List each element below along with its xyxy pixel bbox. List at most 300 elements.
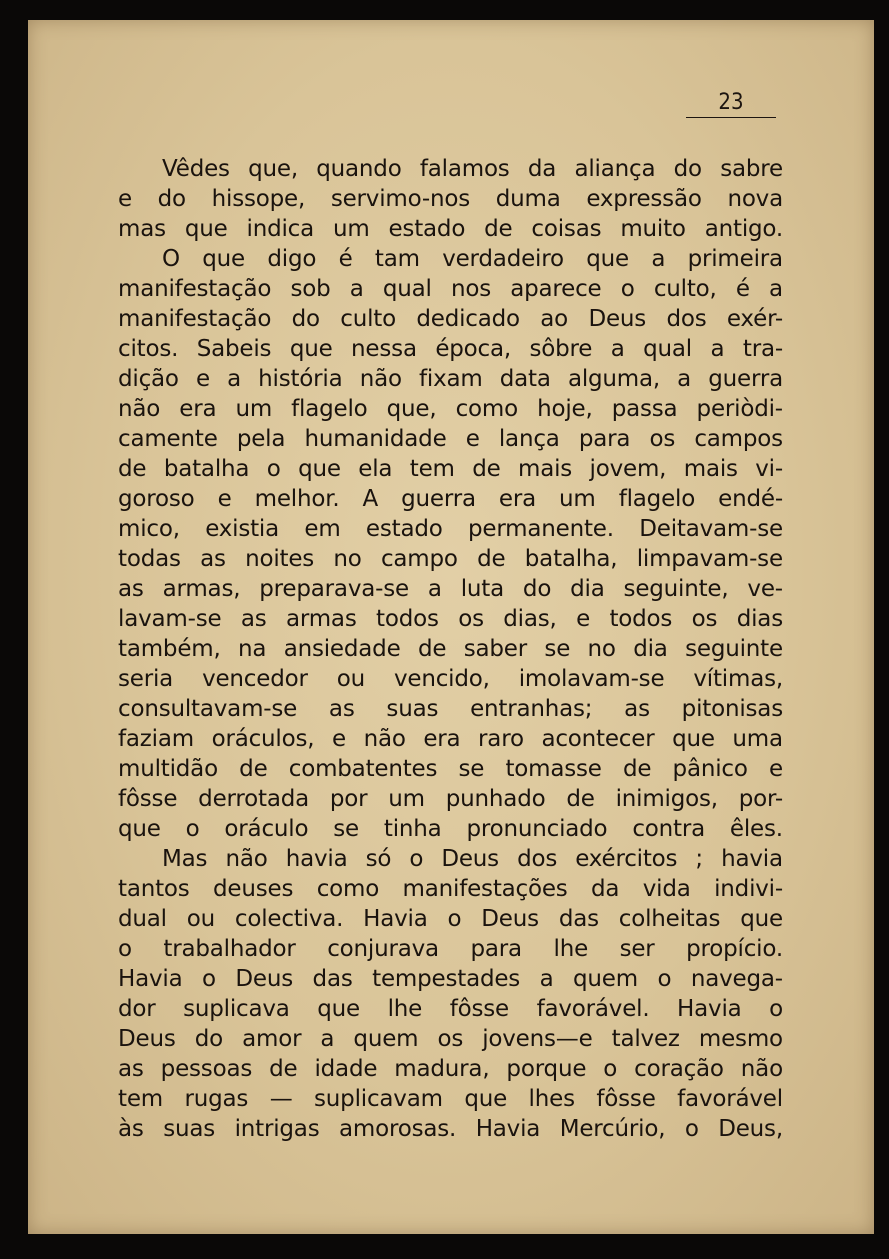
word: saber — [463, 636, 527, 662]
word: acontecer — [541, 726, 655, 752]
text-line — [118, 694, 783, 724]
word: colheitas — [618, 906, 721, 932]
text-line — [118, 304, 783, 334]
word: na — [238, 636, 267, 662]
word: que, — [248, 156, 298, 182]
page-number: 23 — [686, 90, 776, 118]
word: quem — [353, 1026, 419, 1052]
word: armas, — [162, 576, 241, 602]
word: suas — [386, 696, 439, 722]
word: tra- — [742, 336, 783, 362]
word: o — [684, 1116, 699, 1142]
word: sôbre — [529, 336, 593, 362]
text-line — [118, 364, 783, 394]
text-line — [118, 844, 783, 874]
word: coisas — [531, 216, 602, 242]
word: o — [185, 816, 200, 842]
text-line — [118, 934, 783, 964]
word: a — [677, 366, 692, 392]
word: manifestações — [402, 876, 568, 902]
word: sob — [290, 276, 331, 302]
word: não — [359, 366, 402, 392]
word: época, — [435, 336, 512, 362]
word: era — [179, 396, 217, 422]
word: do — [157, 186, 186, 212]
text-line — [118, 394, 783, 424]
text-line — [118, 484, 783, 514]
word: por — [329, 786, 368, 812]
word: ansiedade — [283, 636, 401, 662]
word: flagelo — [618, 486, 696, 512]
word: e — [217, 486, 232, 512]
word: para — [578, 426, 631, 452]
word: Havia — [118, 966, 183, 992]
text-line — [118, 874, 783, 904]
word: rugas — [184, 1086, 249, 1112]
word: amorosas. — [339, 1116, 457, 1142]
word: periòdi- — [696, 396, 783, 422]
word: consultavam-se — [118, 696, 298, 722]
word: às — [118, 1116, 144, 1142]
word: seria — [118, 666, 174, 692]
word: mais — [683, 456, 738, 482]
word: guerra — [708, 366, 783, 392]
word: que — [740, 906, 783, 932]
word: Deus — [481, 906, 539, 932]
word: Mercúrio, — [559, 1116, 666, 1142]
word: se — [458, 756, 485, 782]
word: preparava-se — [259, 576, 409, 602]
word: Vêdes — [162, 156, 230, 182]
word: que — [672, 726, 715, 752]
word: hissope, — [211, 186, 306, 212]
word: ; — [695, 846, 703, 872]
word: nos — [450, 276, 491, 302]
word: aliança — [574, 156, 656, 182]
word: o — [266, 456, 281, 482]
word: melhor. — [254, 486, 340, 512]
word: Havia — [677, 996, 742, 1022]
word: as — [118, 1056, 144, 1082]
word: os — [649, 426, 676, 452]
word: amor — [242, 1026, 302, 1052]
word: era — [498, 486, 536, 512]
word: campo — [380, 546, 458, 572]
word: batalha — [163, 456, 250, 482]
word: vida — [642, 876, 691, 902]
word: um — [235, 396, 273, 422]
body-text — [118, 154, 783, 1144]
word: de — [484, 216, 513, 242]
word: humanidade — [304, 426, 447, 452]
word: raro — [478, 726, 524, 752]
word: oráculo — [224, 816, 309, 842]
word: de — [417, 636, 447, 662]
word: que — [289, 336, 333, 362]
word: não — [740, 1056, 783, 1082]
word: no — [587, 636, 616, 662]
word: ela — [358, 456, 393, 482]
word: guerra — [401, 486, 476, 512]
word: as — [624, 696, 650, 722]
word: lhes — [528, 1086, 575, 1112]
word: tomasse — [505, 756, 602, 782]
word: sabre — [720, 156, 783, 182]
word: talvez — [611, 1026, 680, 1052]
word: manifestação — [118, 276, 272, 302]
text-line — [118, 214, 783, 244]
word: exércitos — [575, 846, 678, 872]
text-line — [118, 634, 783, 664]
word: que — [184, 216, 228, 242]
text-line — [118, 1024, 783, 1054]
word: a — [427, 576, 442, 602]
word: passa — [611, 396, 678, 422]
word: um — [388, 786, 425, 812]
word: e — [576, 606, 591, 632]
word: alguma, — [567, 366, 661, 392]
word: Mas — [162, 846, 208, 872]
word: favorável. — [536, 996, 650, 1022]
word: goroso — [118, 486, 195, 512]
text-line — [118, 814, 783, 844]
word: também, — [118, 636, 221, 662]
word: intrigas — [234, 1116, 320, 1142]
word: dias — [736, 606, 783, 632]
word: punhado — [445, 786, 546, 812]
word: primeira — [687, 246, 783, 272]
word: fôsse — [118, 786, 178, 812]
word: mesmo — [698, 1026, 783, 1052]
word: as — [328, 696, 355, 722]
word: antigo. — [704, 216, 783, 242]
word: é — [338, 246, 353, 272]
word: luta — [460, 576, 504, 602]
word: Deus, — [718, 1116, 783, 1142]
word: que — [202, 246, 245, 272]
word: Deus — [441, 846, 499, 872]
word: lavam-se — [118, 606, 222, 632]
word: porque — [506, 1056, 587, 1082]
word: vencedor — [202, 666, 308, 692]
word: derrotada — [198, 786, 310, 812]
word: da — [591, 876, 620, 902]
word: Havia — [475, 1116, 541, 1142]
word: contra — [632, 816, 706, 842]
word: multidão — [118, 756, 218, 782]
text-line — [118, 724, 783, 754]
word: o — [118, 936, 132, 962]
word: se — [544, 636, 571, 662]
word: todos — [376, 606, 439, 632]
word: o — [202, 966, 216, 992]
word: indivi- — [714, 876, 783, 902]
word: endé- — [718, 486, 783, 512]
word: quando — [316, 156, 402, 182]
word: mico, — [118, 516, 180, 542]
text-line — [118, 904, 783, 934]
word: todos — [609, 606, 673, 632]
word: Deus — [118, 1026, 176, 1052]
word: fôsse — [596, 1086, 656, 1112]
word: — — [269, 1086, 293, 1112]
word: ou — [186, 906, 216, 932]
word: dia — [633, 636, 668, 662]
word: fixam — [419, 366, 483, 392]
word: quem — [573, 966, 638, 992]
word: dor — [118, 996, 156, 1022]
word: por- — [738, 786, 783, 812]
word: O — [162, 246, 180, 272]
word: inimigos, — [615, 786, 718, 812]
word: tam — [374, 246, 420, 272]
text-line — [118, 454, 783, 484]
text-line — [118, 244, 783, 274]
word: como — [455, 396, 518, 422]
word: e — [118, 186, 132, 212]
word: para — [470, 936, 522, 962]
word: pessoas — [160, 1056, 253, 1082]
word: lhe — [553, 936, 589, 962]
word: tinha — [383, 816, 442, 842]
word: dual — [118, 906, 167, 932]
word: a — [651, 246, 666, 272]
word: a — [320, 1026, 335, 1052]
word: que — [464, 1086, 508, 1112]
text-line — [118, 334, 783, 364]
word: conjurava — [327, 936, 439, 962]
word: estado — [365, 516, 443, 542]
text-line — [118, 994, 783, 1024]
word: de — [472, 456, 501, 482]
word: exér- — [726, 306, 783, 332]
word: vítimas, — [693, 666, 783, 692]
text-line — [118, 184, 783, 214]
word: as — [118, 576, 144, 602]
word: os — [458, 606, 484, 632]
word: lança — [498, 426, 560, 452]
word: seguinte — [685, 636, 783, 662]
word: servimo-nos — [330, 186, 471, 212]
text-line — [118, 544, 783, 574]
word: se — [333, 816, 359, 842]
word: indica — [246, 216, 314, 242]
word: a — [610, 336, 625, 362]
word: não — [118, 396, 161, 422]
word: navega- — [690, 966, 783, 992]
word: oráculos, — [211, 726, 315, 752]
word: pitonisas — [681, 696, 783, 722]
word: os — [437, 1026, 464, 1052]
word: verdadeiro — [442, 246, 564, 272]
word: ou — [336, 666, 365, 692]
word: camente — [118, 426, 218, 452]
word: Deitavam-se — [639, 516, 783, 542]
word: flagelo — [291, 396, 368, 422]
word: batalha, — [524, 546, 618, 572]
word: que — [586, 246, 629, 272]
word: o — [603, 1056, 618, 1082]
word: trabalhador — [163, 936, 296, 962]
text-line — [118, 754, 783, 784]
word: permanente. — [467, 516, 614, 542]
word: jovens—e — [482, 1026, 593, 1052]
word: e — [465, 426, 480, 452]
word: culto — [340, 306, 396, 332]
word: a — [539, 966, 554, 992]
text-line — [118, 574, 783, 604]
word: mas — [118, 216, 166, 242]
word: havia — [285, 846, 348, 872]
word: entranhas; — [470, 696, 593, 722]
word: imolavam-se — [518, 666, 665, 692]
word: um — [332, 216, 370, 242]
word: no — [333, 546, 362, 572]
word: lhe — [387, 996, 423, 1022]
word: havia — [721, 846, 783, 872]
word: duma — [495, 186, 561, 212]
word: nessa — [351, 336, 417, 362]
word: das — [558, 906, 599, 932]
word: que — [118, 816, 161, 842]
word: pronunciado — [466, 816, 608, 842]
word: qual — [643, 336, 693, 362]
word: citos. — [118, 336, 179, 362]
word: em — [304, 516, 341, 542]
text-line — [118, 1114, 783, 1144]
word: mais — [518, 456, 573, 482]
word: o — [657, 966, 672, 992]
word: favorável — [677, 1086, 783, 1112]
word: manifestação — [118, 306, 272, 332]
word: hoje, — [537, 396, 593, 422]
word: deuses — [213, 876, 294, 902]
book-page — [28, 20, 874, 1234]
text-line — [118, 1084, 783, 1114]
word: um — [559, 486, 596, 512]
word: existia — [205, 516, 280, 542]
word: das — [312, 966, 353, 992]
word: falamos — [419, 156, 510, 182]
word: nova — [727, 186, 783, 212]
word: seguinte, — [623, 576, 729, 602]
word: qual — [382, 276, 432, 302]
word: a — [227, 366, 241, 392]
word: combatentes — [288, 756, 438, 782]
word: e — [768, 756, 783, 782]
word: as — [200, 546, 226, 572]
word: data — [499, 366, 551, 392]
word: A — [362, 486, 379, 512]
word: dedicado — [416, 306, 520, 332]
word: dia — [570, 576, 605, 602]
word: idade — [314, 1056, 378, 1082]
word: tantos — [118, 876, 190, 902]
word: a — [349, 276, 364, 302]
text-line — [118, 664, 783, 694]
text-line — [118, 604, 783, 634]
word: vi- — [755, 456, 783, 482]
text-line — [118, 274, 783, 304]
word: e — [195, 366, 210, 392]
word: o — [409, 846, 424, 872]
word: coração — [634, 1056, 724, 1082]
word: armas — [285, 606, 357, 632]
word: da — [527, 156, 557, 182]
word: pânico — [672, 756, 748, 782]
text-line — [118, 784, 783, 814]
word: digo — [267, 246, 317, 272]
word: colectiva. — [234, 906, 344, 932]
word: os — [691, 606, 718, 632]
word: aparece — [510, 276, 602, 302]
word: as — [240, 606, 267, 632]
word: de — [118, 456, 147, 482]
word: que, — [386, 396, 437, 422]
word: estado — [388, 216, 466, 242]
word: jovem, — [589, 456, 667, 482]
word: noites — [245, 546, 315, 572]
word: como — [316, 876, 380, 902]
word: do — [194, 1026, 223, 1052]
word: fôsse — [449, 996, 509, 1022]
word: tem — [409, 456, 455, 482]
word: dição — [118, 366, 179, 392]
word: de — [239, 756, 268, 782]
text-line — [118, 964, 783, 994]
word: não — [363, 726, 406, 752]
word: Deus — [588, 306, 647, 332]
word: e — [332, 726, 346, 752]
word: ao — [540, 306, 569, 332]
word: Deus — [235, 966, 294, 992]
word: todas — [118, 546, 181, 572]
word: de — [477, 546, 506, 572]
text-line — [118, 1054, 783, 1084]
word: é — [735, 276, 750, 302]
word: vencido, — [393, 666, 490, 692]
word: que — [317, 996, 361, 1022]
word: a — [769, 276, 783, 302]
word: de — [269, 1056, 298, 1082]
text-line — [118, 424, 783, 454]
word: dos — [517, 846, 558, 872]
word: do — [522, 576, 552, 602]
word: o — [620, 276, 635, 302]
word: limpavam-se — [636, 546, 783, 572]
word: faziam — [118, 726, 194, 752]
text-line — [118, 514, 783, 544]
word: só — [365, 846, 392, 872]
word: propício. — [686, 936, 783, 962]
word: ser — [619, 936, 655, 962]
word: não — [225, 846, 268, 872]
word: campos — [694, 426, 783, 452]
word: êles. — [729, 816, 783, 842]
word: suplicavam — [314, 1086, 443, 1112]
word: Havia — [363, 906, 428, 932]
word: tempestades — [372, 966, 521, 992]
word: suplicava — [183, 996, 290, 1022]
word: Sabeis — [196, 336, 272, 362]
text-line — [118, 154, 783, 184]
word: a — [710, 336, 725, 362]
word: o — [769, 996, 783, 1022]
word: tem — [118, 1086, 163, 1112]
word: do — [291, 306, 320, 332]
word: dias, — [503, 606, 557, 632]
word: que — [298, 456, 341, 482]
